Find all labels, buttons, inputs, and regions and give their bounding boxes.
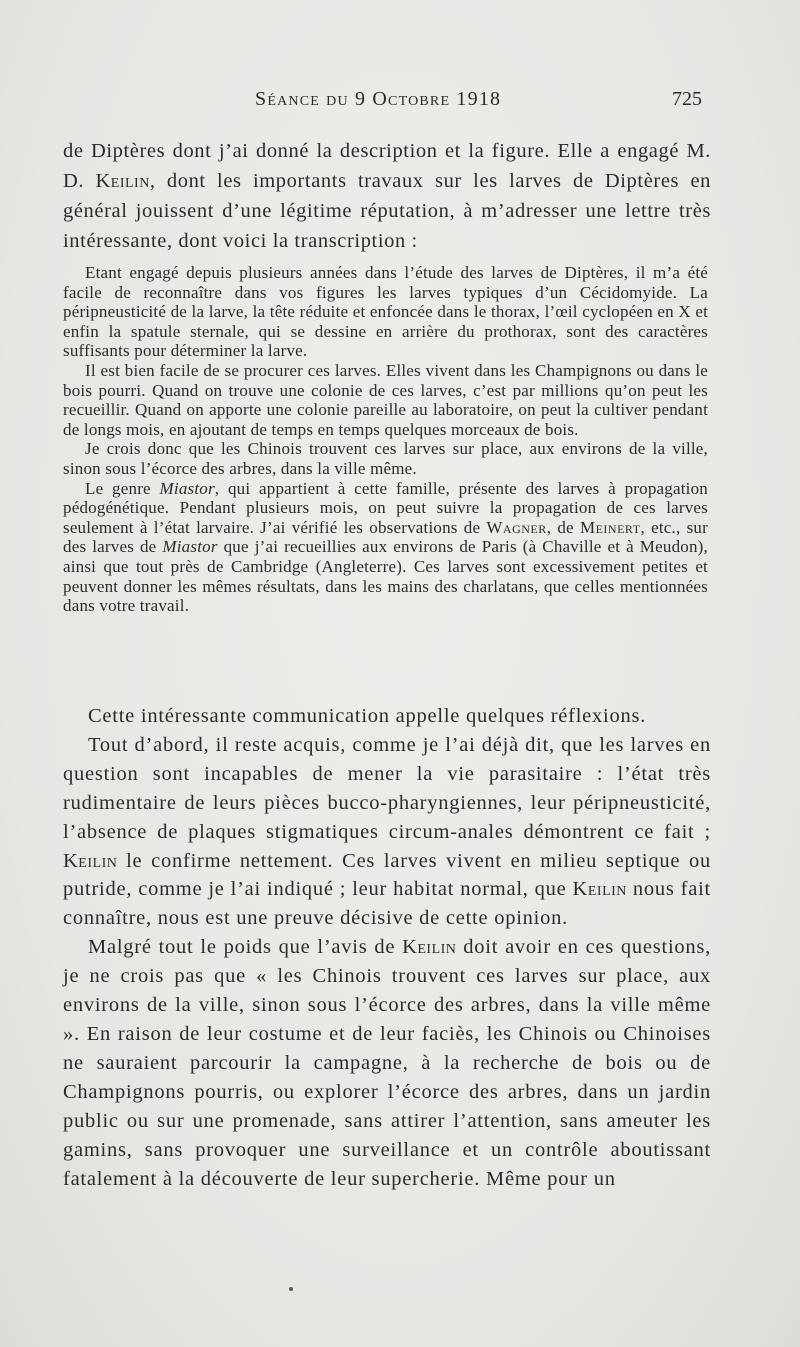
main-text — [63, 702, 711, 1193]
intro-text-part2: , dont les importants travaux sur les larves de Diptères en général jouissent d’une légitime réputation, à m’adresser une lettre très intéressante, dont voici la transcription : — [63, 170, 711, 252]
main-p3-text-a: Malgré tout le poids que l’avis de — [88, 936, 403, 959]
page-number: 725 — [672, 88, 702, 110]
main-paragraph-1: Cette intéressante communication appelle quelques réflexions. — [88, 705, 647, 727]
quote-p4-text-b: , qui appartient à cette famille, présente des larves à propagation pédogénétique. Pendant plusieurs mois, on peut suivre la propagation de ces larves seulement à l’état larvaire. J’ai vérifié les observations de — [63, 478, 708, 537]
author-name-wagner: Wagner — [486, 517, 547, 537]
intro-text — [63, 136, 711, 256]
genus-name-miastor: Miastor — [162, 537, 218, 557]
main-paragraph-3 — [63, 933, 711, 1193]
quoted-letter — [63, 263, 708, 616]
main-p3-text-b: doit avoir en ces questions, je ne crois pas que « les Chinois trouvent ces larves sur place, aux environs de la ville, sinon sous l’écorce des arbres, dans la ville même ». En raison de leur costume et de leur faciès, les Chinois ou Chinoises ne sauraient parcourir la campagne, à la recherche de bois ou de Champignons pourris, ou explorer l’écorce des arbres, dans un jardin public ou sur une promenade, sans attirer l’attention, sans ameuter les gamins, sans provoquer une surveillance et un contrôle aboutissant fatalement à la découverte de leur supercherie. Même pour un — [63, 936, 711, 1190]
author-name-keilin: Keilin — [95, 170, 150, 192]
quote-paragraph-4 — [63, 479, 708, 616]
quote-paragraph-1: Etant engagé depuis plusieurs années dans l’étude des larves de Diptères, il m’a été facile de reconnaître dans vos figures les larves typiques d’un Cécidomyide. La péripneusticité de la larve, la tête réduite et enfoncée dans le thorax, l’œil cyclopéen en X et enfin la spatule sternale, qui se dessine en arrière du prothorax, sont des caractères suffisants pour déterminer la larve. — [63, 263, 708, 361]
author-name-keilin: Keilin — [572, 878, 627, 901]
author-name-keilin: Keilin — [402, 936, 457, 959]
genus-name-miastor: Miastor — [159, 478, 215, 498]
quote-paragraph-3: Je crois donc que les Chinois trouvent ces larves sur place, aux environs de la ville, sinon sous l’écorce des arbres, dans la ville même. — [63, 439, 708, 478]
main-p2-text-c: nous fait connaître, nous est une preuve décisive de cette opinion. — [63, 878, 711, 930]
running-title: Séance du 9 Octobre 1918 — [255, 88, 502, 110]
quote-paragraph-2: Il est bien facile de se procurer ces larves. Elles vivent dans les Champignons ou dans le bois pourri. Quand on trouve une colonie de ces larves, c’est par millions qu’on peut les recueillir. Quand on apporte une colonie pareille au laboratoire, on peut la cultiver pendant de longs mois, en ajoutant de temps en temps quelques morceaux de bois. — [63, 360, 708, 439]
print-speck — [289, 1287, 293, 1291]
main-p2-text-b: le confirme nettement. Ces larves vivent en milieu septique ou putride, comme je l’ai indiqué ; leur habitat normal, que — [63, 849, 711, 901]
intro-paragraph — [63, 136, 711, 256]
running-head — [0, 88, 800, 118]
author-name-keilin: Keilin — [63, 849, 118, 872]
quote-p4-text-c: , de — [546, 517, 580, 537]
intro-text-part1: de Diptères dont j’ai donné la description et la figure. Elle a engagé M. D. — [63, 140, 711, 192]
quote-p4-text-a: Le genre — [85, 478, 160, 498]
author-name-meinert: Meinert — [579, 517, 641, 537]
main-paragraph-2 — [63, 731, 711, 933]
main-p2-text-a: Tout d’abord, il reste acquis, comme je l’ai déjà dit, que les larves en question sont incapables de mener la vie parasitaire : l’état très rudimentaire de leurs pièces bucco-pharyngiennes, leur péripneusticité, l’absence de plaques stigmatiques circum-anales démontrent ce fait ; — [63, 733, 711, 843]
quote-p4-text-d: , etc., sur des larves de — [63, 517, 708, 557]
quote-p4-text-e: que j’ai recueillies aux environs de Paris (à Chaville et à Meudon), ainsi que tout près de Cambridge (Angleterre). Ces larves sont excessivement petites et peuvent donner les mêmes résultats, dans les mains des charlatans, que celles mentionnées dans votre travail. — [63, 537, 708, 616]
